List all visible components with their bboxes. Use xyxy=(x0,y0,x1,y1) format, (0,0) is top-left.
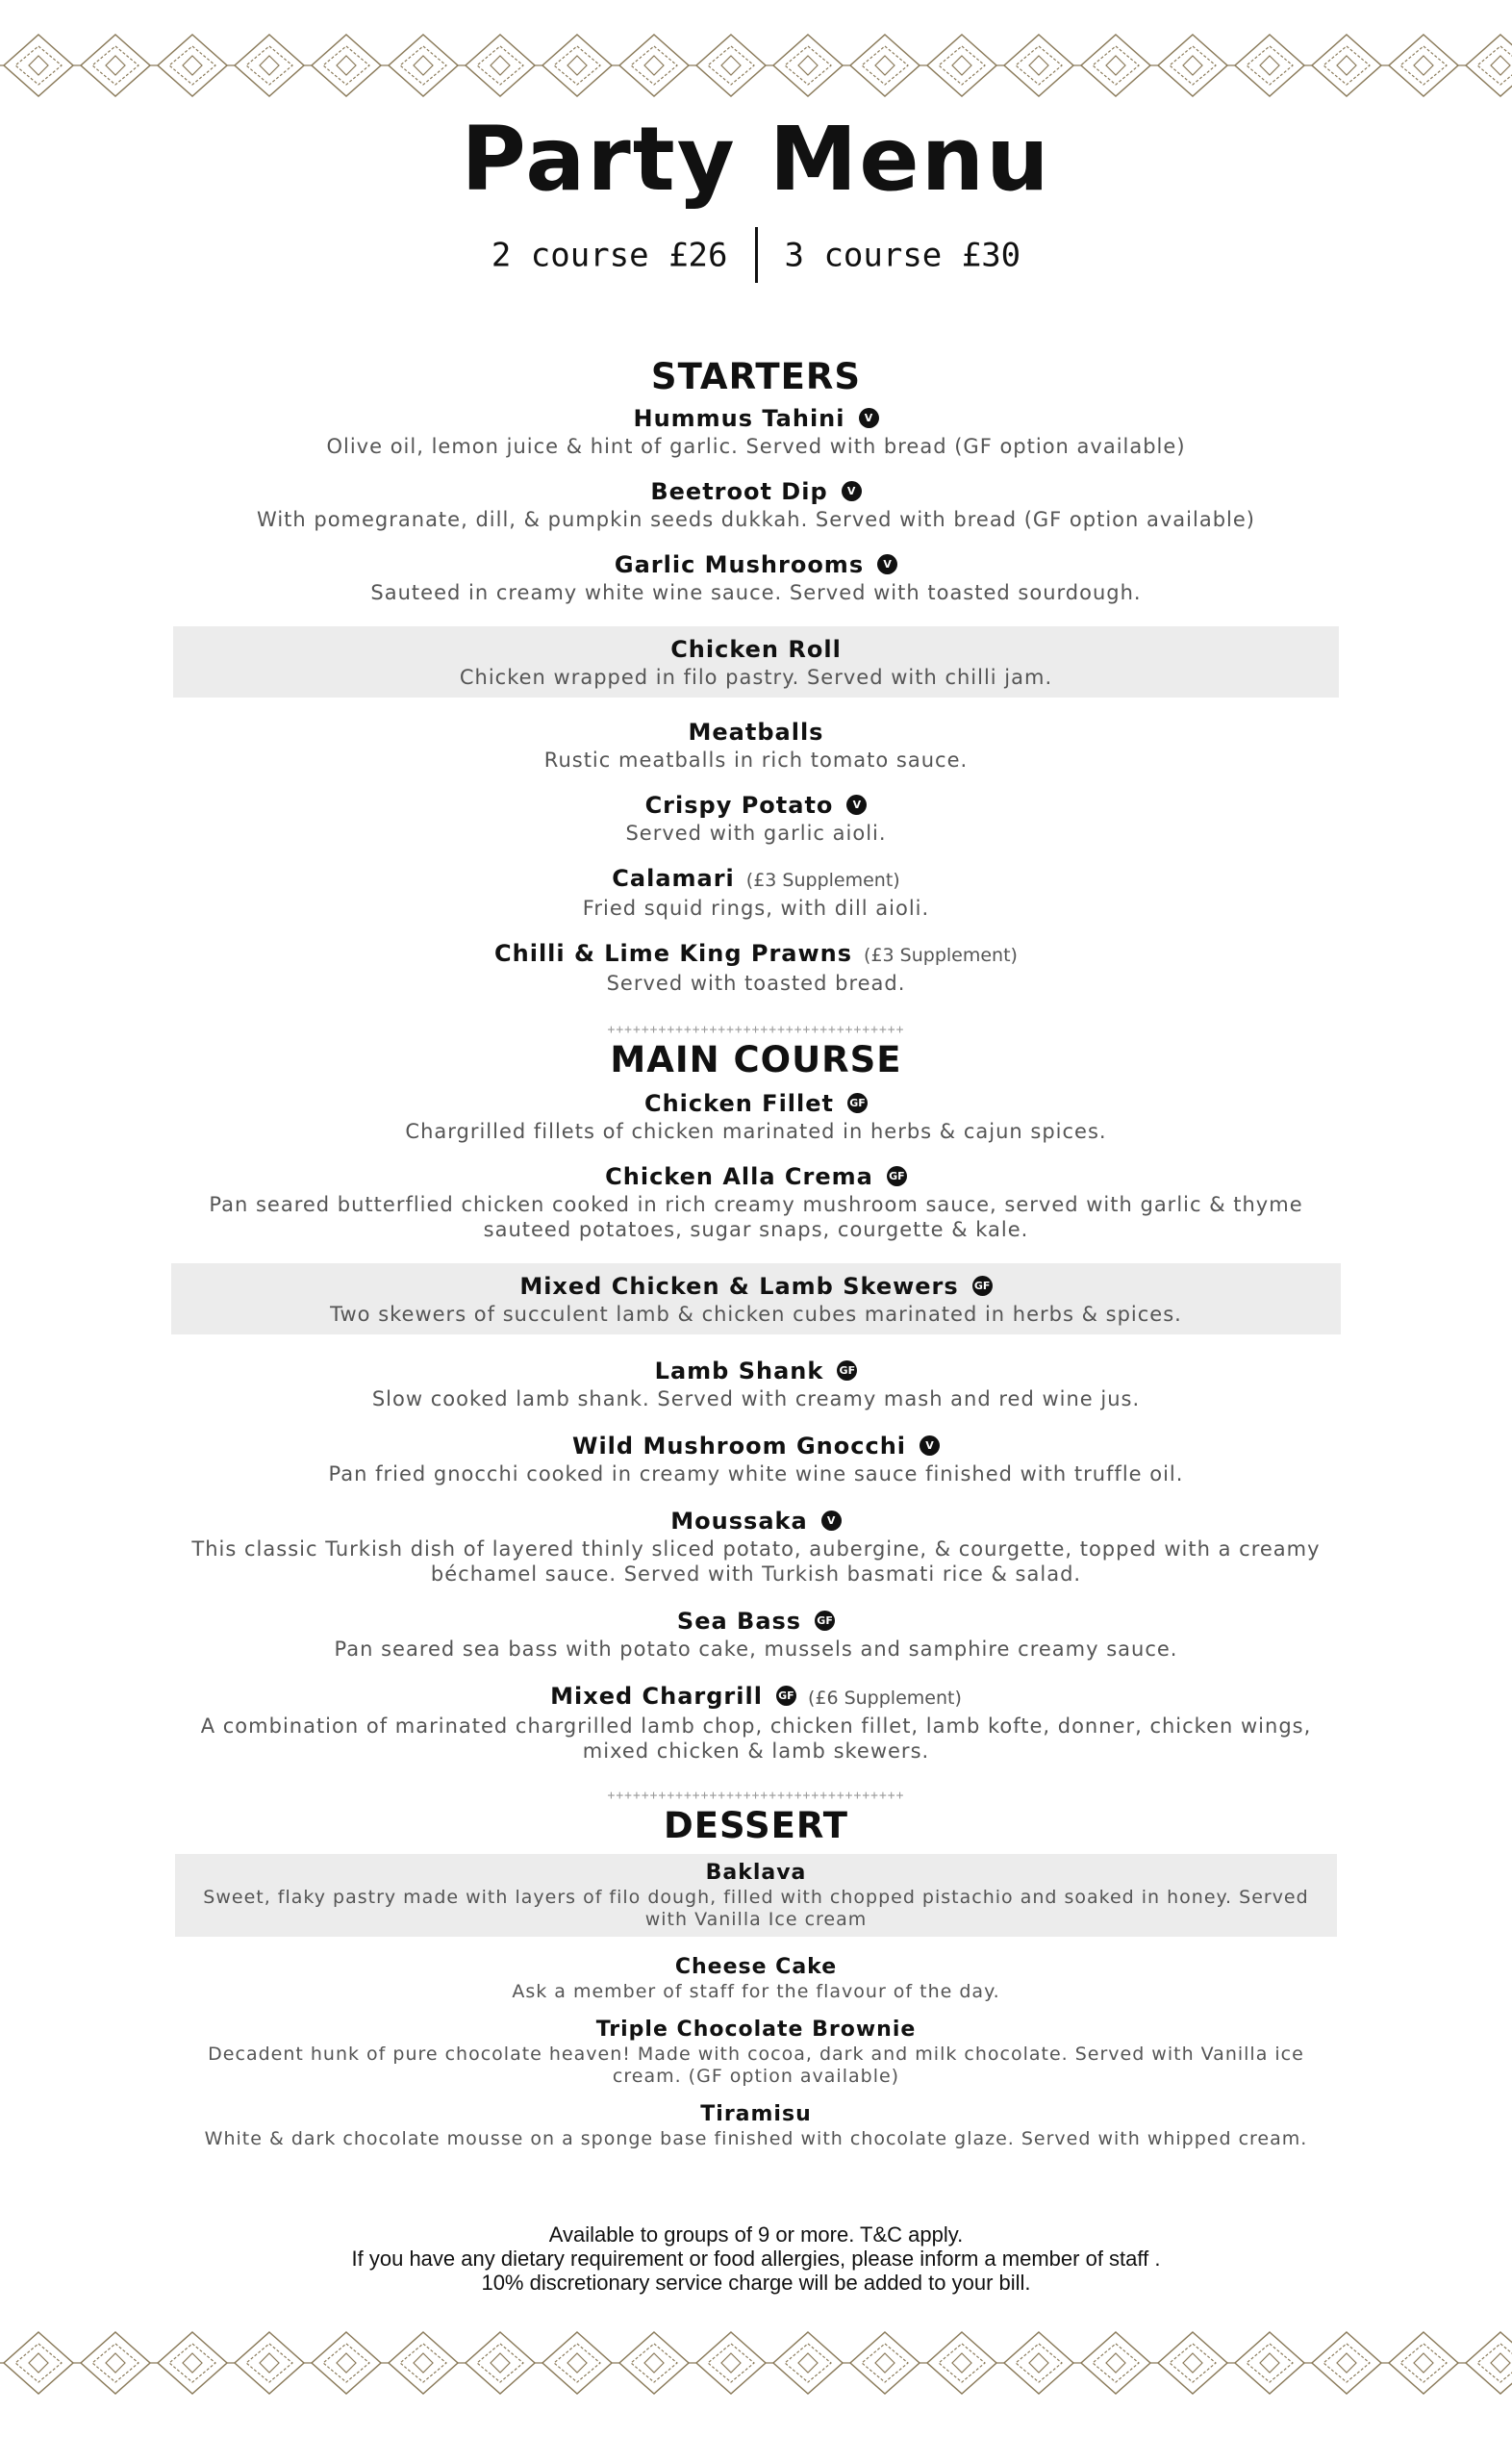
vegetarian-badge-icon: V xyxy=(877,554,897,574)
item-description: Rustic meatballs in rich tomato sauce. xyxy=(543,749,969,772)
gluten-free-badge-icon: GF xyxy=(972,1276,993,1296)
menu-item xyxy=(0,717,1512,773)
menu-item xyxy=(0,1954,1512,2003)
gluten-free-badge-icon: GF xyxy=(776,1686,796,1706)
item-name: Sea Bass xyxy=(676,1608,802,1635)
item-description: Pan seared butterflied chicken cooked in rich creamy mushroom sauce, served with garlic & thyme sauteed potatoes, sugar snaps, courgette & kale. xyxy=(209,1193,1303,1241)
section-title-dessert: DESSERT xyxy=(664,1805,848,1846)
item-name: Cheese Cake xyxy=(674,1955,838,1979)
item-name: Mixed Chicken & Lamb Skewers xyxy=(519,1273,959,1300)
main-course-section xyxy=(0,1022,1512,1764)
menu-item-highlighted xyxy=(175,1854,1337,1937)
menu-item xyxy=(0,403,1512,459)
section-title-main-course: MAIN COURSE xyxy=(610,1039,902,1080)
item-name: Calamari xyxy=(612,865,735,892)
menu-item xyxy=(0,790,1512,846)
vegetarian-badge-icon: V xyxy=(821,1511,842,1531)
item-description: Served with garlic aioli. xyxy=(625,822,887,845)
vegetarian-badge-icon: V xyxy=(920,1435,940,1456)
item-name: Moussaka xyxy=(670,1508,808,1535)
section-divider: +++++++++++++++++++++++++++++++++++ xyxy=(607,1789,905,1803)
item-description: White & dark chocolate mousse on a sponge base finished with chocolate glaze. Served with whipped cream. xyxy=(204,2128,1308,2149)
vegetarian-badge-icon: V xyxy=(846,795,867,815)
gluten-free-badge-icon: GF xyxy=(815,1611,835,1631)
item-name: Chicken Roll xyxy=(670,636,842,663)
item-description: Pan seared sea bass with potato cake, mussels and samphire creamy sauce. xyxy=(334,1638,1178,1661)
vegetarian-badge-icon: V xyxy=(842,481,862,501)
item-name: Baklava xyxy=(705,1861,807,1885)
item-name: Chicken Alla Crema xyxy=(605,1163,873,1190)
footer-line-groups: Available to groups of 9 or more. T&C apply. xyxy=(548,2222,964,2247)
menu-item xyxy=(0,1161,1512,1242)
item-name: Beetroot Dip xyxy=(650,478,828,505)
supplement-note: (£6 Supplement) xyxy=(807,1688,962,1709)
item-description: Chicken wrapped in filo pastry. Served with chilli jam. xyxy=(459,666,1053,689)
item-name: Lamb Shank xyxy=(654,1358,824,1384)
item-name: Hummus Tahini xyxy=(633,405,845,432)
three-course-price: 3 course £30 xyxy=(784,236,1021,275)
gluten-free-badge-icon: GF xyxy=(887,1166,907,1186)
item-description: Sauteed in creamy white wine sauce. Served with toasted sourdough. xyxy=(370,581,1142,604)
item-description: A combination of marinated chargrilled lamb chop, chicken fillet, lamb kofte, donner, chicken wings, mixed chicken & lamb skewers. xyxy=(200,1714,1312,1763)
menu-item xyxy=(0,1606,1512,1662)
gluten-free-badge-icon: GF xyxy=(847,1093,868,1113)
item-name: Garlic Mushrooms xyxy=(614,551,865,578)
menu-item xyxy=(0,549,1512,605)
footer-notes xyxy=(0,2222,1512,2295)
item-name: Triple Chocolate Brownie xyxy=(595,2018,917,2042)
item-name: Wild Mushroom Gnocchi xyxy=(571,1433,906,1460)
gluten-free-badge-icon: GF xyxy=(837,1360,857,1381)
two-course-price: 2 course £26 xyxy=(491,236,728,275)
item-description: Decadent hunk of pure chocolate heaven! Made with cocoa, dark and milk chocolate. Served with Vanilla ice cream. (GF option available) xyxy=(208,2044,1304,2087)
decorative-border-bottom xyxy=(0,2328,1512,2398)
footer-line-service-charge: 10% discretionary service charge will be added to your bill. xyxy=(481,2271,1031,2295)
item-description: Ask a member of staff for the flavour of the day. xyxy=(512,1981,1000,2002)
item-description: Sweet, flaky pastry made with layers of filo dough, filled with chopped pistachio and soaked in honey. Served with Vanilla Ice cream xyxy=(203,1887,1309,1930)
section-title-starters: STARTERS xyxy=(650,356,862,397)
item-name: Crispy Potato xyxy=(644,792,834,819)
item-description: Slow cooked lamb shank. Served with creamy mash and red wine jus. xyxy=(371,1387,1141,1410)
item-name: Mixed Chargrill xyxy=(550,1683,763,1710)
item-description: With pomegranate, dill, & pumpkin seeds dukkah. Served with bread (GF option available) xyxy=(257,508,1255,531)
pricing-line xyxy=(0,229,1512,285)
section-divider: +++++++++++++++++++++++++++++++++++ xyxy=(607,1023,905,1037)
menu-item xyxy=(0,476,1512,532)
menu-item xyxy=(0,1088,1512,1144)
item-name: Chicken Fillet xyxy=(643,1090,834,1117)
menu-item xyxy=(0,1681,1512,1764)
menu-item-highlighted xyxy=(171,1263,1341,1334)
item-description: Chargrilled fillets of chicken marinated in herbs & cajun spices. xyxy=(405,1120,1107,1143)
supplement-note: (£3 Supplement) xyxy=(864,945,1018,966)
decorative-border-top xyxy=(0,31,1512,100)
item-description: Pan fried gnocchi cooked in creamy white wine sauce finished with truffle oil. xyxy=(328,1462,1184,1485)
menu-item xyxy=(0,863,1512,921)
item-description: Two skewers of succulent lamb & chicken cubes marinated in herbs & spices. xyxy=(330,1303,1182,1326)
item-description: Olive oil, lemon juice & hint of garlic. Served with bread (GF option available) xyxy=(326,435,1186,458)
supplement-note: (£3 Supplement) xyxy=(745,870,900,891)
item-description: Fried squid rings, with dill aioli. xyxy=(582,897,930,920)
menu-item xyxy=(0,938,1512,996)
price-separator xyxy=(755,227,758,283)
item-description: This classic Turkish dish of layered thinly sliced potato, aubergine, & courgette, topped with a creamy béchamel sauce. Served with Turkish basmati rice & salad. xyxy=(191,1537,1321,1586)
footer-line-allergies: If you have any dietary requirement or food allergies, please inform a member of staff . xyxy=(351,2247,1161,2271)
menu-item xyxy=(0,1356,1512,1411)
item-description: Served with toasted bread. xyxy=(606,972,906,995)
menu-item-highlighted xyxy=(173,626,1339,698)
dessert-section xyxy=(0,1788,1512,2150)
menu-title: Party Menu xyxy=(461,108,1051,211)
menu-item xyxy=(0,2101,1512,2150)
item-name: Meatballs xyxy=(688,719,824,746)
menu-item xyxy=(0,1431,1512,1486)
item-name: Tiramisu xyxy=(700,2102,812,2126)
menu-item xyxy=(0,2017,1512,2088)
vegetarian-badge-icon: V xyxy=(859,408,879,428)
menu-item xyxy=(0,1506,1512,1587)
item-name: Chilli & Lime King Prawns xyxy=(494,940,853,967)
starters-section xyxy=(0,356,1512,996)
